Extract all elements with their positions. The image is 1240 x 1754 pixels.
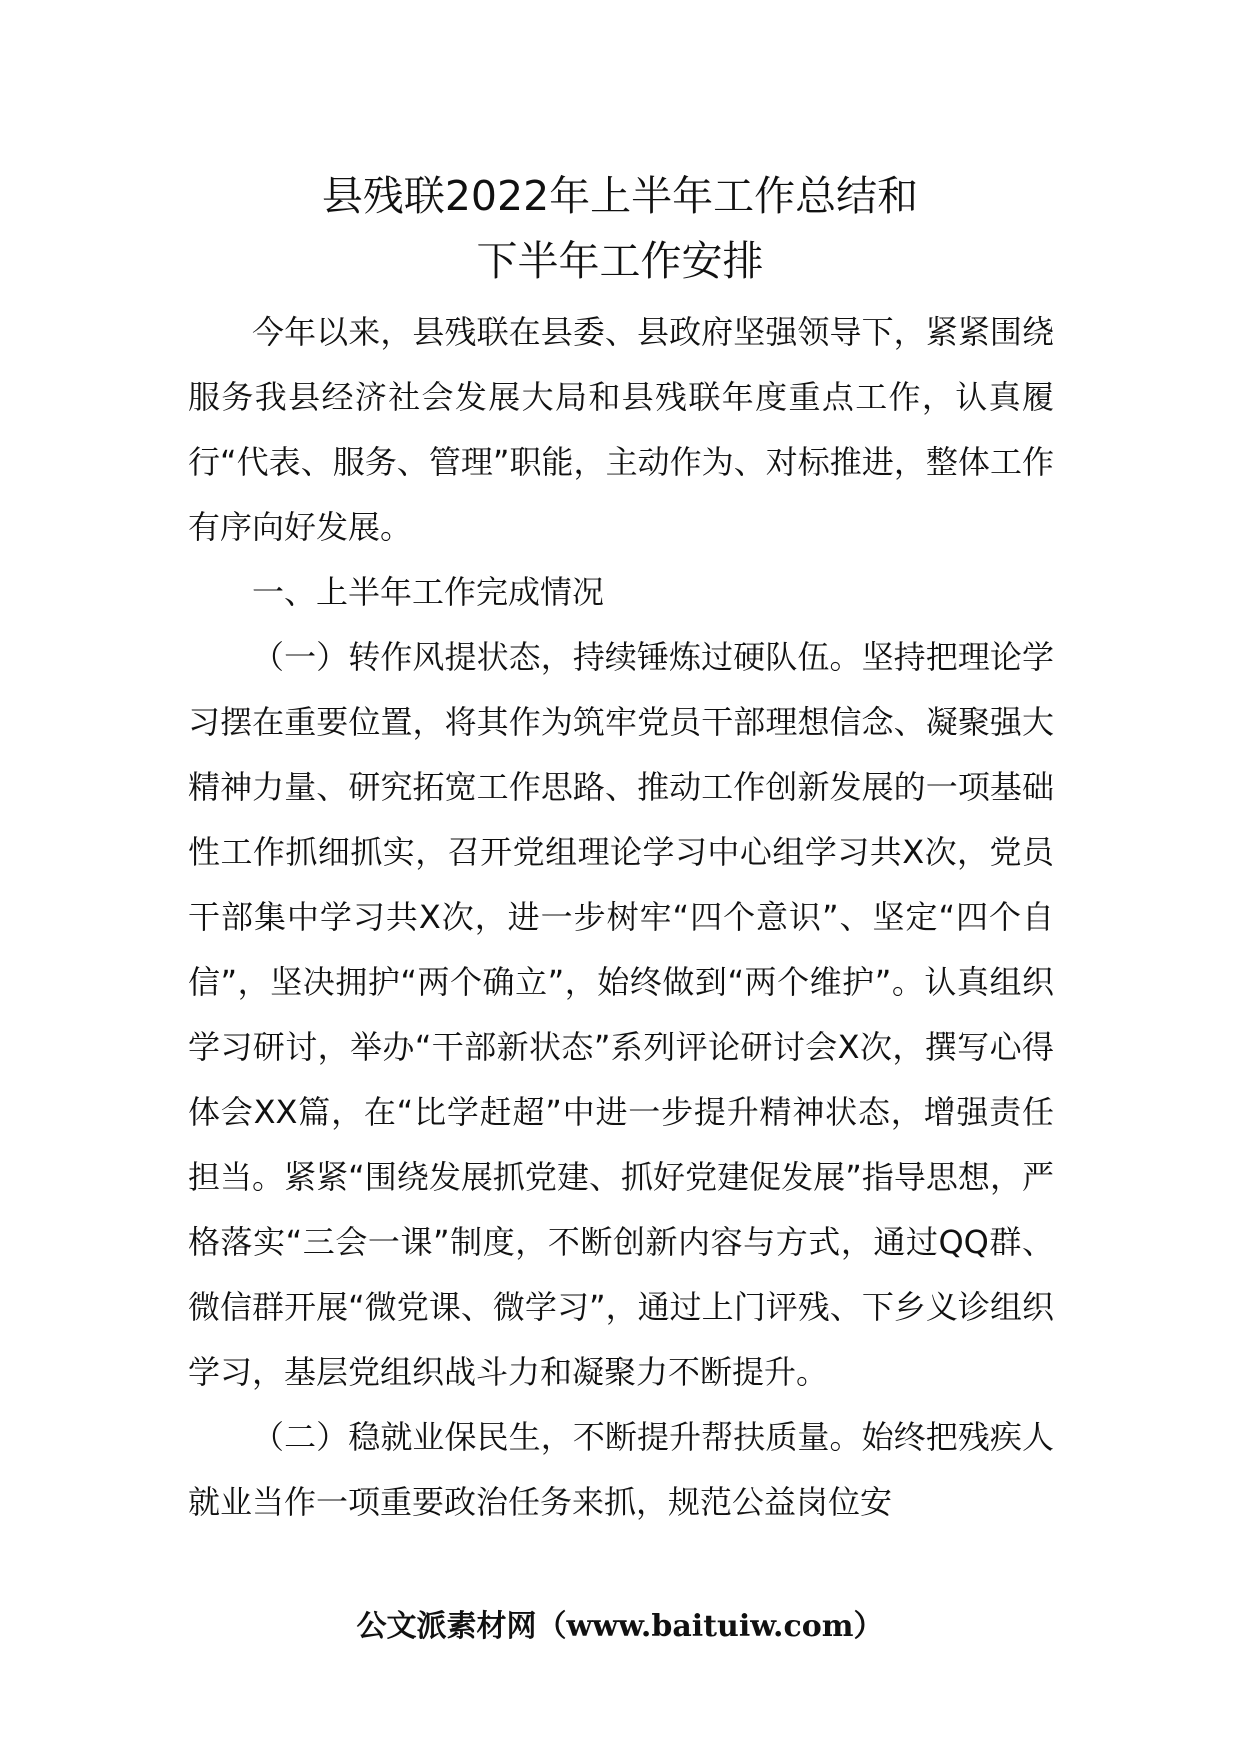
body-paragraph-2: （二）稳就业保民生，不断提升帮扶质量。始终把残疾人就业当作一项重要政治任务来抓，规范公益岗位安	[188, 1418, 1054, 1521]
document-title-line-2: 下半年工作安排	[476, 237, 764, 285]
body-paragraph-1: （一）转作风提状态，持续锤炼过硬队伍。坚持把理论学习摆在重要位置，将其作为筑牢党员干部理想信念、凝聚强大精神力量、研究拓宽工作思路、推动工作创新发展的一项基础性工作抓细抓实，召开党组理论学习中心组学习共X次，党员干部集中学习共X次，进一步树牢“四个意识”、坚定“四个自信”，坚决拥护“两个确立”，始终做到“两个维护”。认真组织学习研讨，举办“干部新状态”系列评论研讨会X次，撰写心得体会XX篇，在“比学赶超”中进一步提升精神状态，增强责任担当。紧紧“围绕发展抓党建、抓好党建促发展”指导思想，严格落实“三会一课”制度，不断创新内容与方式，通过QQ群、微信群开展“微党课、微学习”，通过上门评残、下乡义诊组织学习，基层党组织战斗力和凝聚力不断提升。	[188, 638, 1054, 1391]
document-body	[188, 300, 1054, 1535]
document-title-line-1: 县残联2022年上半年工作总结和	[321, 172, 919, 220]
section-heading-1: 一、上半年工作完成情况	[252, 573, 605, 611]
footer-watermark: 公文派素材网（www.baituiw.com）	[356, 1609, 884, 1644]
intro-paragraph: 今年以来，县残联在县委、县政府坚强领导下，紧紧围绕服务我县经济社会发展大局和县残联年度重点工作，认真履行“代表、服务、管理”职能，主动作为、对标推进，整体工作有序向好发展。	[188, 313, 1054, 546]
